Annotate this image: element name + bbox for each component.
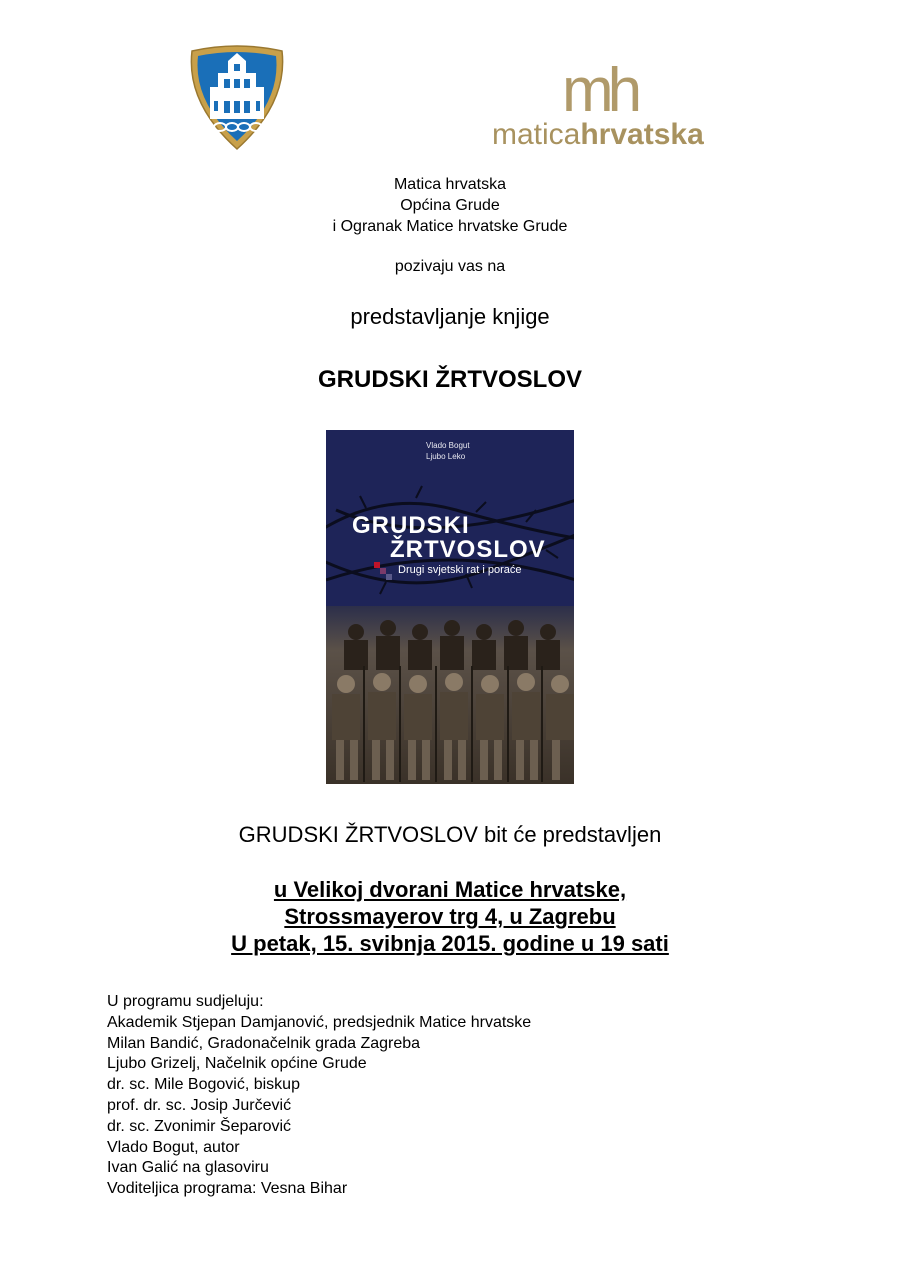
organizer-line: Općina Grude (400, 197, 500, 214)
program-participant: Vlado Bogut, autor (107, 1138, 240, 1156)
cover-subtitle: Drugi svjetski rat i poraće (398, 564, 522, 576)
coat-of-arms-logo (184, 43, 290, 151)
program-heading: U programu sudjeluju: (107, 993, 264, 1010)
announcement: GRUDSKI ŽRTVOSLOV bit će predstavljen (238, 822, 662, 847)
cover-title-line1: GRUDSKI (352, 512, 470, 539)
venue-line: u Velikoj dvorani Matice hrvatske, (273, 877, 627, 902)
program-participant: Voditeljica programa: Vesna Bihar (107, 1180, 348, 1198)
matica-monogram: mh (562, 56, 637, 125)
program-participant: prof. dr. sc. Josip Jurčević (107, 1096, 292, 1114)
cover-authors (426, 440, 470, 462)
matica-wordmark (492, 118, 704, 152)
book-title: GRUDSKI ŽRTVOSLOV (317, 366, 582, 393)
venue-line: Strossmayerov trg 4, u Zagrebu (284, 904, 616, 929)
soldiers-photo (326, 606, 574, 784)
matica-word-bold: hrvatska (580, 118, 704, 151)
program-list (107, 992, 807, 1200)
program-participant: Akademik Stjepan Damjanović, predsjednik Matice hrvatske (107, 1013, 532, 1031)
program-participant: Ivan Galić na glasoviru (107, 1159, 269, 1177)
organizer-line: Matica hrvatska (393, 176, 507, 193)
venue-line: U petak, 15. svibnja 2015. godine u 19 sati (231, 931, 669, 956)
cover-title-line2: ŽRTVOSLOV (390, 536, 546, 563)
event-type: predstavljanje knjige (350, 304, 550, 329)
program-participant: dr. sc. Zvonimir Šeparović (107, 1117, 292, 1135)
program-participant: Milan Bandić, Gradonačelnik grada Zagreba (107, 1034, 421, 1052)
cover-author: Vlado Bogut (426, 441, 470, 450)
program-participant: dr. sc. Mile Bogović, biskup (107, 1076, 300, 1094)
matica-word-light: matica (492, 118, 581, 151)
organizer-line: i Ogranak Matice hrvatske Grude (332, 218, 568, 235)
matica-hrvatska-logo (480, 56, 730, 160)
book-cover-image (326, 430, 574, 784)
cover-author: Ljubo Leko (426, 452, 466, 461)
program-participant: Ljubo Grizelj, Načelnik općine Grude (107, 1055, 367, 1073)
invite-text: pozivaju vas na (394, 258, 506, 275)
